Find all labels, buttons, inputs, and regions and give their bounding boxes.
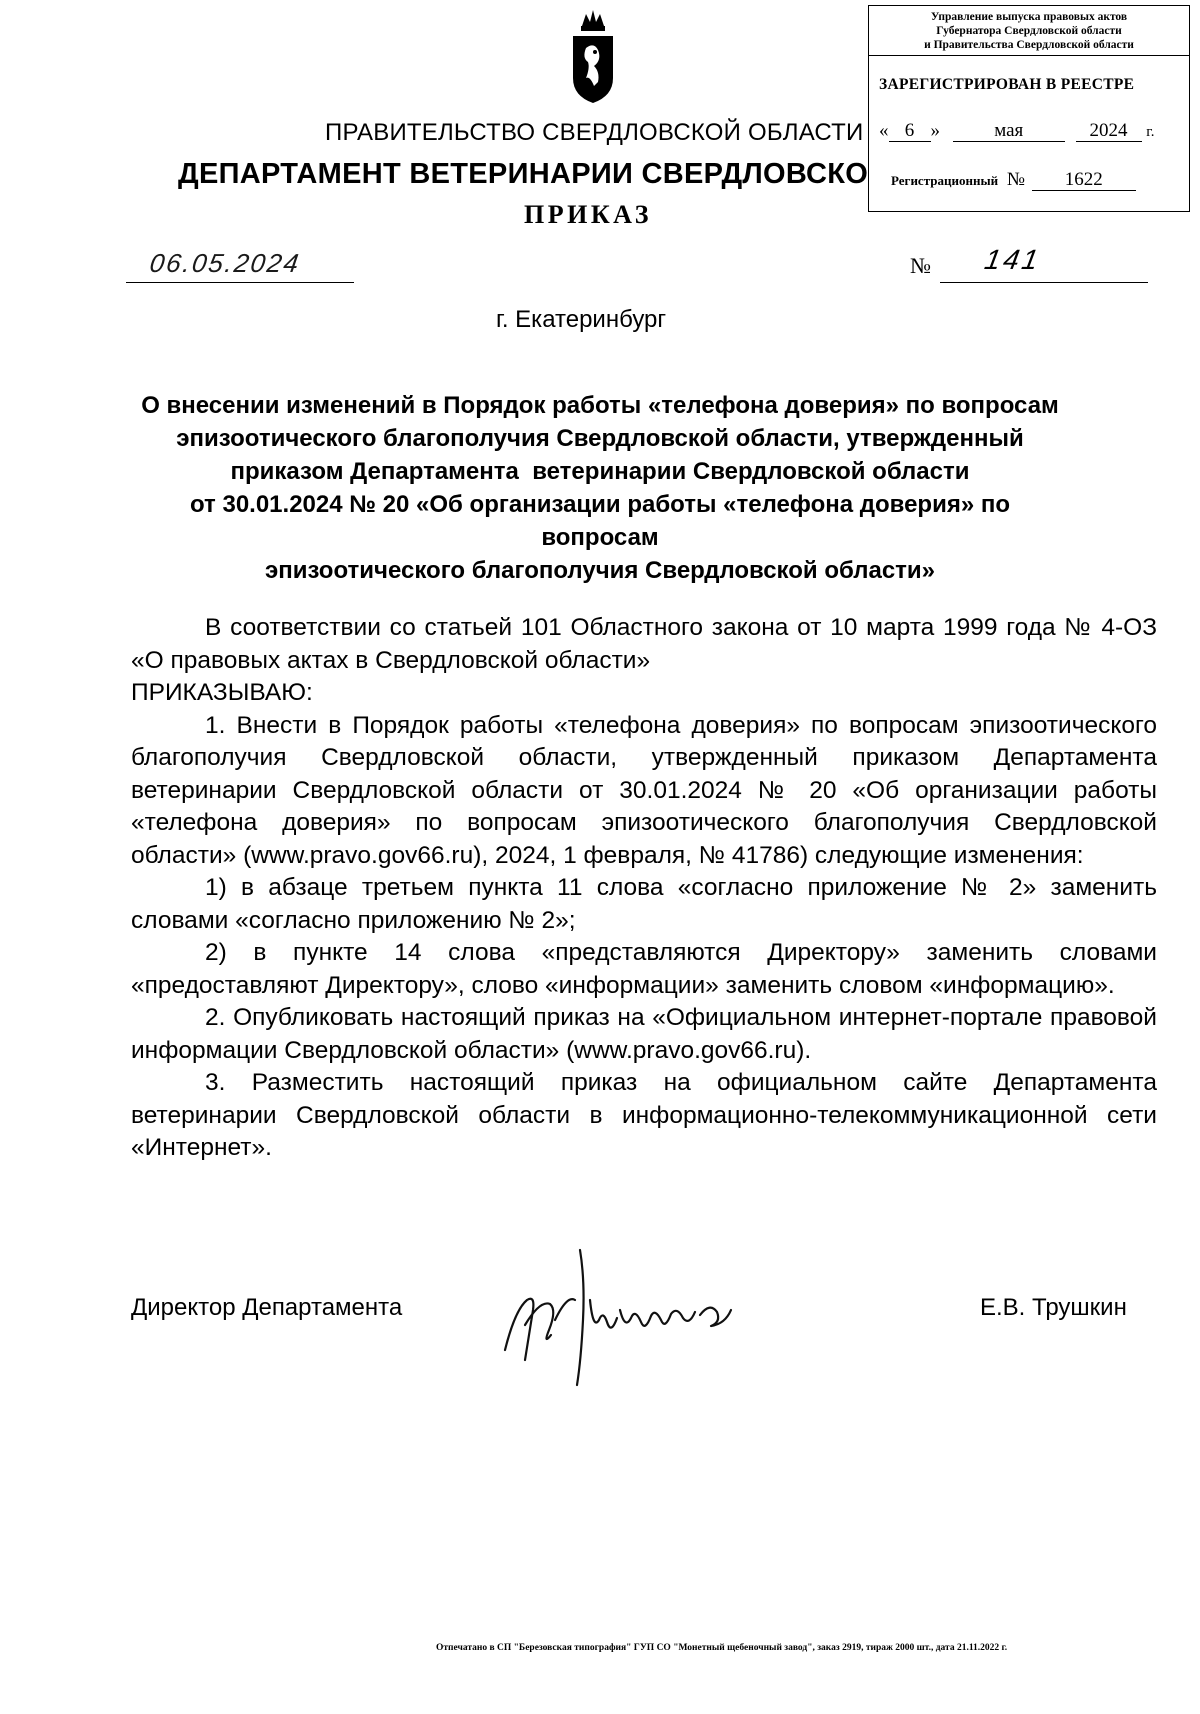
stamp-registered-label: ЗАРЕГИСТРИРОВАН В РЕЕСТРЕ — [879, 76, 1135, 93]
stamp-issuer-line: Губернатора Свердловской области — [936, 25, 1122, 37]
stamp-registration-number — [891, 169, 1136, 191]
document-type: ПРИКАЗ — [524, 200, 653, 229]
stamp-year-suffix: г. — [1146, 124, 1155, 140]
heading-line: приказом Департамента ветеринарии Свердловской области — [230, 458, 970, 485]
print-imprint: Отпечатано в СП "Березовская типография" ГУП СО "Монетный щебеночный завод", заказ 2919, тираж 2000 шт., дата 21.11.2022 г. — [436, 1643, 1008, 1653]
item-1-paragraph: 1. Внести в Порядок работы «телефона доверия» по вопросам эпизоотического благополучия Свердловской области, утвержденный приказом Департамента ветеринарии Свердловской области от 30.01.2024 № 20 «Об организации работы «телефона доверия» по вопросам эпизоотического благополучия Свердловской области» (www.pravo.gov66.ru), 2024, 1 февраля, № 41786) следующие изменения: — [131, 711, 1157, 869]
stamp-quote-open: « — [879, 120, 889, 141]
government-name: ПРАВИТЕЛЬСТВО СВЕРДЛОВСКОЙ ОБЛАСТИ — [325, 119, 864, 146]
order-date: 06.05.2024 — [147, 248, 303, 278]
stamp-no-sign: № — [1006, 169, 1025, 190]
stamp-reg-label: Регистрационный — [891, 173, 999, 188]
coat-of-arms-emblem — [568, 6, 618, 106]
order-number-sign: № — [910, 253, 931, 278]
item-3-paragraph: 3. Разместить настоящий приказ на официальном сайте Департамента ветеринарии Свердловской области в информационно-телекоммуникационной сети «Интернет». — [131, 1069, 1157, 1161]
order-number: 141 — [982, 244, 1044, 275]
stamp-issuer-line: Управление выпуска правовых актов — [930, 11, 1128, 23]
department-name: ДЕПАРТАМЕНТ ВЕТЕРИНАРИИ СВЕРДЛОВСКО — [178, 158, 868, 190]
heading-line: О внесении изменений в Порядок работы «телефона доверия» по вопросам — [141, 392, 1059, 419]
order-number-line — [940, 250, 1148, 283]
item-1-2-paragraph: 2) в пункте 14 слова «представляются Директору» заменить словами «предоставляют Директору», слово «информации» заменить словом «информацию». — [131, 939, 1157, 999]
stamp-year: 2024 — [1076, 121, 1142, 142]
registry-stamp — [868, 5, 1190, 212]
heading-line: от 30.01.2024 № 20 «Об организации работы «телефона доверия» по вопросам — [189, 491, 1011, 551]
order-word: ПРИКАЗЫВАЮ: — [131, 679, 313, 706]
item-1-1-paragraph: 1) в абзаце третьем пункта 11 слова «согласно приложение № 2» заменить словами «согласно приложению № 2»; — [131, 874, 1157, 934]
signatory-name: Е.В. Трушкин — [980, 1294, 1127, 1321]
stamp-day: 6 — [889, 121, 931, 142]
stamp-issuer-line: и Правительства Свердловской области — [924, 39, 1134, 51]
stamp-issuer — [869, 6, 1189, 56]
document-body — [131, 612, 1157, 1165]
document-heading — [130, 389, 1070, 587]
stamp-quote-close: » — [930, 120, 940, 141]
item-2-paragraph: 2. Опубликовать настоящий приказ на «Официальном интернет-портале правовой информации Свердловской области» (www.pravo.gov66.ru). — [131, 1004, 1157, 1064]
stamp-month: мая — [953, 121, 1065, 142]
signatory-title: Директор Департамента — [131, 1294, 403, 1321]
handwritten-signature — [495, 1240, 795, 1390]
stamp-registration-date — [879, 120, 1183, 142]
heading-line: эпизоотического благополучия Свердловской области, утвержденный — [176, 425, 1024, 452]
city: г. Екатеринбург — [496, 306, 667, 333]
heading-line: эпизоотического благополучия Свердловской области» — [264, 557, 936, 584]
preamble-paragraph: В соответствии со статьей 101 Областного закона от 10 марта 1999 года № 4-ОЗ «О правовых актах в Свердловской области» — [131, 614, 1157, 674]
stamp-reg-number: 1622 — [1032, 170, 1136, 191]
